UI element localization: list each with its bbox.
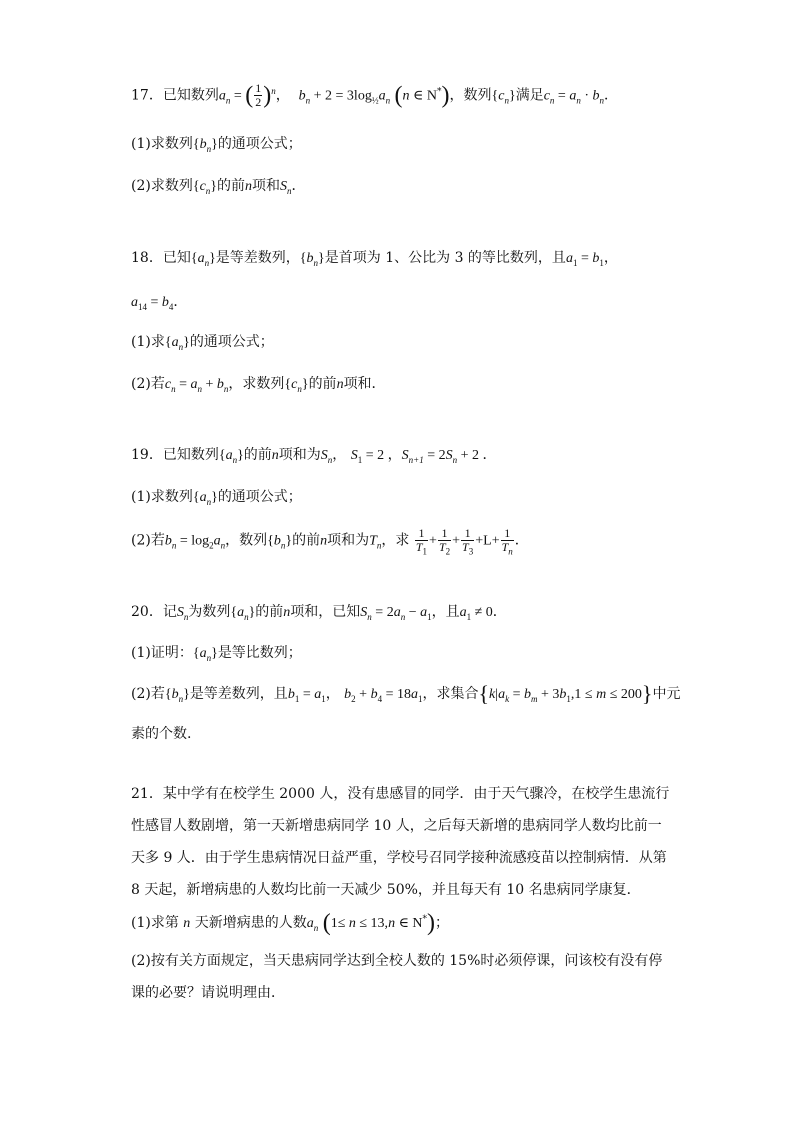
problem-19-statement: 19．已知数列$\{a_n\}$的前n项和为$S_n$， $S_1 = 2$ ，$S_{n+1} = 2S_n + 2$ ．: [131, 447, 497, 465]
problem-21-part-2-line-1: (2)按有关方面规定，当天患病同学达到全校人数的 15%时必须停课，问该校有没有停: [131, 953, 663, 969]
fraction-1-over-T1: $\frac{1}{T_1}$: [415, 526, 428, 557]
problem-18-statement: 18．已知$\{a_n\}$是等差数列，$\{b_n\}$是首项为 1、公比为 3 的等比数列，且$a_1 = b_1$，: [131, 250, 618, 268]
problem-21-line-4: 8 天起，新增病患的人数均比前一天减少 50%，并且每天有 10 名患病同学康复．: [131, 882, 641, 898]
problem-18-part-1: (1)求$\{a_n\}$的通项公式；: [131, 334, 274, 352]
problem-21-line-3: 天多 9 人．由于学生患病情况日益严重，学校号召同学接种流感疫苗以控制病情．从第: [131, 850, 667, 866]
fraction-1-over-T2: $\frac{1}{T_2}$: [438, 526, 451, 557]
problem-17-part-2: (2)求数列$\{c_n\}$的前n项和$S_n$．: [131, 178, 306, 196]
problem-18-statement-cont: $a_{14} = b_4$．: [131, 294, 188, 312]
fraction-1-over-Tn: $\frac{1}{T_n}$: [501, 526, 513, 557]
problem-21-line-1: 21．某中学有在校学生 2000 人，没有患感冒的同学．由于天气骤冷，在校学生患流行: [131, 786, 670, 802]
problem-19-part-1: (1)求数列$\{a_n\}$的通项公式；: [131, 489, 302, 507]
problem-21-part-2-line-2: 课的必要？请说明理由．: [131, 985, 285, 1001]
problem-18-part-2: (2)若$c_n = a_n + b_n$，求数列$\{c_n\}$的前n项和．: [131, 376, 386, 394]
fraction-one-half: $\frac{1}{2}$: [255, 81, 262, 109]
problem-20-statement: 20．记$S_n$为数列$\{a_n\}$的前n项和，已知$S_n = 2a_n - a_1$，且$a_1 \ne 0$．: [131, 604, 507, 622]
problem-17-statement: 17．已知数列$a_n$ = ( $\frac{1}{2}$ )$^n$， $b_n + 2 = 3\log_{\frac{1}{2}}a_n$ (n ∈ N*)，数列$\{c_n\}$满足$c_n = a_n \cdot b_n$．: [131, 81, 618, 109]
problem-19-part-2: (2)若$b_n = \log_2a_n$，数列$\{b_n\}$的前n项和为$T_n$，求 $\frac{1}{T_1}$ + $\frac{1}{T_2}$ + $\frac{1}{T_3}$ +L+ $\frac{1}{T_n}$ ．: [131, 526, 529, 557]
problem-17-part-1: (1)求数列$\{b_n\}$的通项公式；: [131, 136, 302, 154]
fraction-1-over-T3: $\frac{1}{T_3}$: [462, 526, 474, 557]
problem-21-line-2: 性感冒人数剧增，第一天新增患病同学 10 人，之后每天新增的患病同学人数均比前一: [131, 818, 662, 834]
problem-21-part-1: (1)求第 n 天新增病患的人数$a_n$ (1≤ n ≤ 13,n ∈ N*)；: [131, 910, 450, 936]
problem-20-part-1: (1)证明：$\{a_n\}$是等比数列；: [131, 645, 302, 663]
problem-20-part-2-cont: 素的个数.: [131, 726, 192, 742]
problem-20-part-2: (2)若$\{b_n\}$是等差数列，且$b_1 = a_1$， $b_2 + b_4 = 18a_1$，求集合$\{k|a_k = b_m + 3b_1,1 \le m \le 200\}$中元: [131, 681, 681, 706]
